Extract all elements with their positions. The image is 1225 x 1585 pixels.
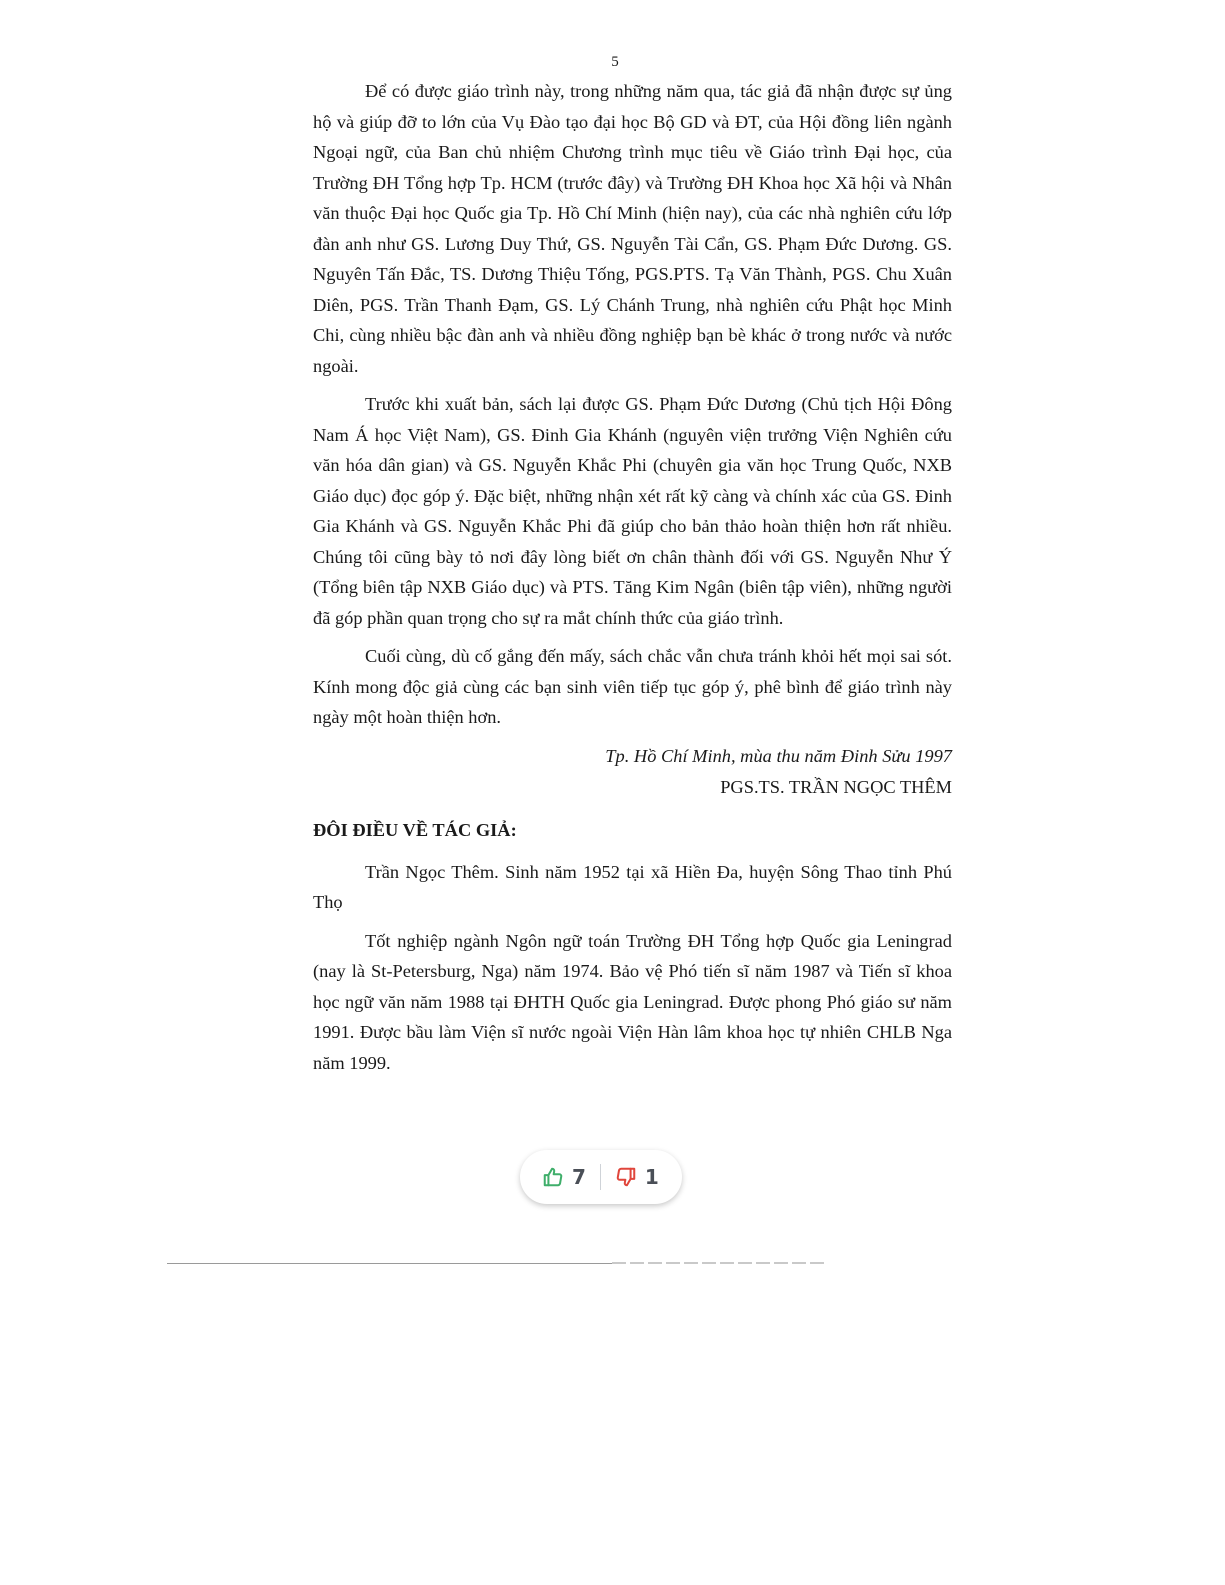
signature-place: Tp. Hồ Chí Minh, mùa thu năm Đinh Sửu 1997 — [605, 745, 952, 766]
vote-widget — [520, 1150, 682, 1204]
downvote-count: 1 — [644, 1165, 659, 1189]
author-heading: ĐÔI ĐIỀU VỀ TÁC GIẢ: — [313, 819, 517, 840]
paragraph-acknowledgement-3: Cuối cùng, dù cố gắng đến mấy, sách chắc vẫn chưa tránh khỏi hết mọi sai sót. Kính mong độc giả cùng các bạn sinh viên tiếp tục góp ý, phê bình để giáo trình này ngày một hoàn thiện hơn. — [313, 646, 952, 727]
thumbs-up-icon — [542, 1166, 564, 1188]
signature-name: PGS.TS. TRẦN NGỌC THÊM — [720, 776, 952, 797]
paragraph-acknowledgement-1: Để có được giáo trình này, trong những năm qua, tác giả đã nhận được sự ủng hộ và giúp đỡ to lớn của Vụ Đào tạo đại học Bộ GD và ĐT, của Hội đồng liên ngành Ngoại ngữ, của Ban chủ nhiệm Chương trình mục tiêu về Giáo trình Đại học, của Trường ĐH Tổng hợp Tp. HCM (trước đây) và Trường ĐH Khoa học Xã hội và Nhân văn thuộc Đại học Quốc gia Tp. Hồ Chí Minh (hiện nay), của các nhà nghiên cứu lớp đàn anh như GS. Lương Duy Thứ, GS. Nguyễn Tài Cẩn, GS. Phạm Đức Dương. GS. Nguyên Tấn Đắc, TS. Dương Thiệu Tống, PGS.PTS. Tạ Văn Thành, PGS. Chu Xuân Diên, PGS. Trần Thanh Đạm, GS. Lý Chánh Trung, nhà nghiên cứu Phật học Minh Chi, cùng nhiều bậc đàn anh và nhiều đồng nghiệp bạn bè khác ở trong nước và nước ngoài. — [313, 81, 952, 376]
paragraph-acknowledgement-2: Trước khi xuất bản, sách lại được GS. Phạm Đức Dương (Chủ tịch Hội Đông Nam Á học Việt Nam), GS. Đinh Gia Khánh (nguyên viện trưởng Viện Nghiên cứu văn hóa dân gian) và GS. Nguyễn Khắc Phi (chuyên gia văn học Trung Quốc, NXB Giáo dục) đọc góp ý. Đặc biệt, những nhận xét rất kỹ càng và chính xác của GS. Đinh Gia Khánh và GS. Nguyễn Khắc Phi đã giúp cho bản thảo hoàn thiện hơn rất nhiều. Chúng tôi cũng bày tỏ nơi đây lòng biết ơn chân thành đối với GS. Nguyễn Như Ý (Tổng biên tập NXB Giáo dục) và PTS. Tăng Kim Ngân (biên tập viên), những người đã góp phần quan trọng cho sự ra mắt chính thức của giáo trình. — [313, 394, 952, 628]
page-number: 5 — [611, 54, 619, 70]
thumbs-down-icon — [615, 1166, 637, 1188]
paragraph-author-2: Tốt nghiệp ngành Ngôn ngữ toán Trường ĐH Tổng hợp Quốc gia Leningrad (nay là St-Petersburg, Nga) năm 1974. Bảo vệ Phó tiến sĩ năm 1987 và Tiến sĩ khoa học ngữ văn năm 1988 tại ĐHTH Quốc gia Leningrad. Được phong Phó giáo sư năm 1991. Được bầu làm Viện sĩ nước ngoài Viện Hàn lâm khoa học tự nhiên CHLB Nga năm 1999. — [313, 930, 952, 1073]
upvote-button[interactable] — [520, 1150, 586, 1204]
downvote-button[interactable] — [601, 1150, 659, 1204]
upvote-count: 7 — [572, 1165, 586, 1189]
paragraph-author-1: Trần Ngọc Thêm. Sinh năm 1952 tại xã Hiền Đa, huyện Sông Thao tỉnh Phú Thọ — [313, 861, 952, 912]
page-bottom-rule-dashed — [612, 1262, 827, 1264]
document-body — [313, 76, 952, 1086]
